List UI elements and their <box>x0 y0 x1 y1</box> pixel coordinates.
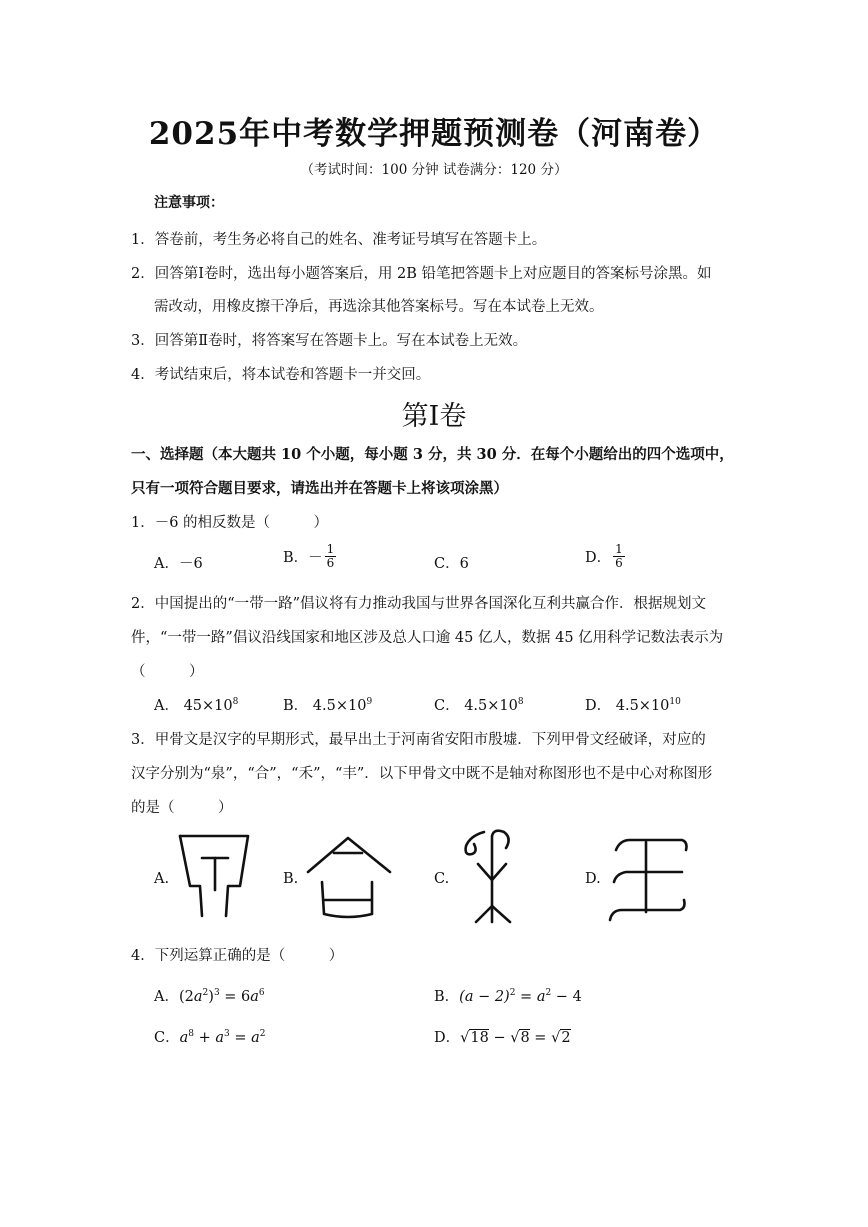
exponent: 2 <box>509 988 516 998</box>
q3-option-c-label: C. <box>434 871 450 887</box>
notice-item: 3．回答第Ⅱ卷时，将答案写在答题卡上。写在本试卷上无效。 <box>131 333 528 349</box>
exponent: 8 <box>188 1029 194 1039</box>
question-4-stem: 4．下列运算正确的是（ ） <box>131 948 344 964</box>
notice-item-continued: 需改动，用橡皮擦干净后，再选涂其他答案标号。写在本试卷上无效。 <box>154 299 604 315</box>
q4-option-label: B． <box>434 989 460 1005</box>
question-2-line: （ ） <box>131 664 204 680</box>
question-3-line: 汉字分别为“泉”，“合”，“禾”，“丰”．以下甲骨文中既不是轴对称图形也不是中心对称图形 <box>131 766 713 782</box>
question-2-line: 2．中国提出的“一带一路”倡议将有力推动我国与世界各国深化互利共赢合作．根据规划文 <box>131 596 707 612</box>
exponent: 3 <box>213 988 220 998</box>
math-expression: = a <box>515 989 546 1005</box>
q4-option-label: A． <box>154 989 179 1005</box>
math-token: = <box>529 1030 552 1046</box>
q4-option-a <box>154 985 265 1006</box>
exponent: 2 <box>202 988 209 998</box>
question-3-line: 3．甲骨文是汉字的早期形式，最早出土于河南省安阳市殷墟．下列甲骨文经破译，对应的 <box>131 732 706 748</box>
math-expression: = a <box>229 1030 260 1046</box>
q2-option-b-text: B． 4.5×10 <box>283 698 367 714</box>
denominator: 6 <box>615 556 623 570</box>
part-heading-continued: 只有一项符合题目要求，请选出并在答题卡上将该项涂黑） <box>131 480 508 497</box>
variable: a <box>179 1030 189 1046</box>
q2-option-d-text: D． 4.5×10 <box>585 698 670 714</box>
denominator: 6 <box>326 556 335 570</box>
q3-option-d-label: D. <box>585 871 601 887</box>
q3-option-b-label: B. <box>283 871 299 887</box>
math-expression: + a <box>194 1030 225 1046</box>
sqrt-sign: √ <box>551 1030 561 1046</box>
q2-option-b <box>283 694 372 715</box>
part-heading: 一、选择题（本大题共 10 个小题，每小题 3 分，共 30 分．在每个小题给出的四个选项中， <box>131 446 734 463</box>
q4-option-label: C． <box>154 1030 180 1046</box>
math-token: = 6 <box>219 989 251 1005</box>
q1-option-d <box>585 543 627 570</box>
exponent: 9 <box>366 697 373 707</box>
q4-option-label: D． <box>434 1030 461 1046</box>
exponent: 2 <box>545 988 552 998</box>
glyph-stroke <box>308 838 390 872</box>
sqrt-sign: √ <box>460 1030 470 1046</box>
exponent: 8 <box>232 697 239 707</box>
glyph-stroke <box>180 836 202 916</box>
question-1-stem: 1．－6 的相反数是（ ） <box>131 515 329 531</box>
q1-option-c: C．6 <box>434 556 469 572</box>
notice-heading: 注意事项： <box>154 195 224 211</box>
exponent: 8 <box>517 697 524 707</box>
math-token: (2 <box>178 989 194 1005</box>
q2-option-a-text: A． 45×10 <box>154 698 233 714</box>
exponent: 3 <box>224 1029 230 1039</box>
notice-item: 4．考试结束后，将本试卷和答题卡一并交回。 <box>131 367 431 383</box>
q1-option-a: A．－6 <box>154 556 203 572</box>
notice-item: 2．回答第Ⅰ卷时，选出每小题答案后，用 2B 铅笔把答题卡上对应题目的答案标号涂黑。如 <box>131 266 712 282</box>
q4-option-c <box>154 1026 266 1047</box>
radicand: 8 <box>520 1030 530 1046</box>
question-2-line: 件，“一带一路”倡议沿线国家和地区涉及总人口逾 45 亿人，数据 45 亿用科学记数法表示为 <box>131 630 724 646</box>
fraction <box>325 543 337 570</box>
q2-option-a <box>154 694 238 715</box>
math-token: ) <box>208 989 214 1005</box>
math-token: − <box>488 1030 511 1046</box>
exponent: 6 <box>258 988 265 998</box>
oracle-glyph-he-grain-image <box>456 826 520 926</box>
math-expression: (a − 2) <box>459 989 510 1005</box>
q4-option-d <box>434 1026 571 1047</box>
numerator: 1 <box>615 542 623 556</box>
radicand: 2 <box>561 1030 571 1046</box>
math-token: − 4 <box>551 989 582 1005</box>
q2-option-c <box>434 694 524 715</box>
variable: a <box>193 989 203 1005</box>
exam-subtitle: （考试时间：100 分钟 试卷满分：120 分） <box>300 162 568 178</box>
glyph-stroke <box>616 840 687 850</box>
q2-option-d <box>585 694 681 715</box>
glyph-stroke <box>614 872 682 882</box>
exponent: 10 <box>669 697 681 707</box>
q3-option-a-label: A. <box>154 871 170 887</box>
variable: a <box>250 989 259 1005</box>
radicand: 18 <box>470 1030 489 1046</box>
glyph-stroke <box>466 832 484 854</box>
q2-option-c-text: C． 4.5×10 <box>434 698 518 714</box>
section-title: 第Ⅰ卷 <box>401 401 467 432</box>
question-3-line: 的是（ ） <box>131 800 233 816</box>
notice-item: 1．答卷前，考生务必将自己的姓名、准考证号填写在答题卡上。 <box>131 232 547 248</box>
fraction <box>613 543 625 570</box>
q1-option-b-prefix: B．－ <box>283 550 323 566</box>
numerator: 1 <box>326 542 335 556</box>
q1-option-b <box>283 543 338 570</box>
exponent: 2 <box>259 1029 266 1039</box>
oracle-glyph-spring-image <box>176 832 252 920</box>
q1-option-d-prefix: D． <box>585 550 612 566</box>
exam-title: 2025年中考数学押题预测卷（河南卷） <box>148 116 720 152</box>
q4-option-b <box>434 985 582 1006</box>
oracle-glyph-feng-image <box>606 832 690 924</box>
oracle-glyph-he-image <box>304 832 394 922</box>
sqrt-sign: √ <box>510 1030 520 1046</box>
